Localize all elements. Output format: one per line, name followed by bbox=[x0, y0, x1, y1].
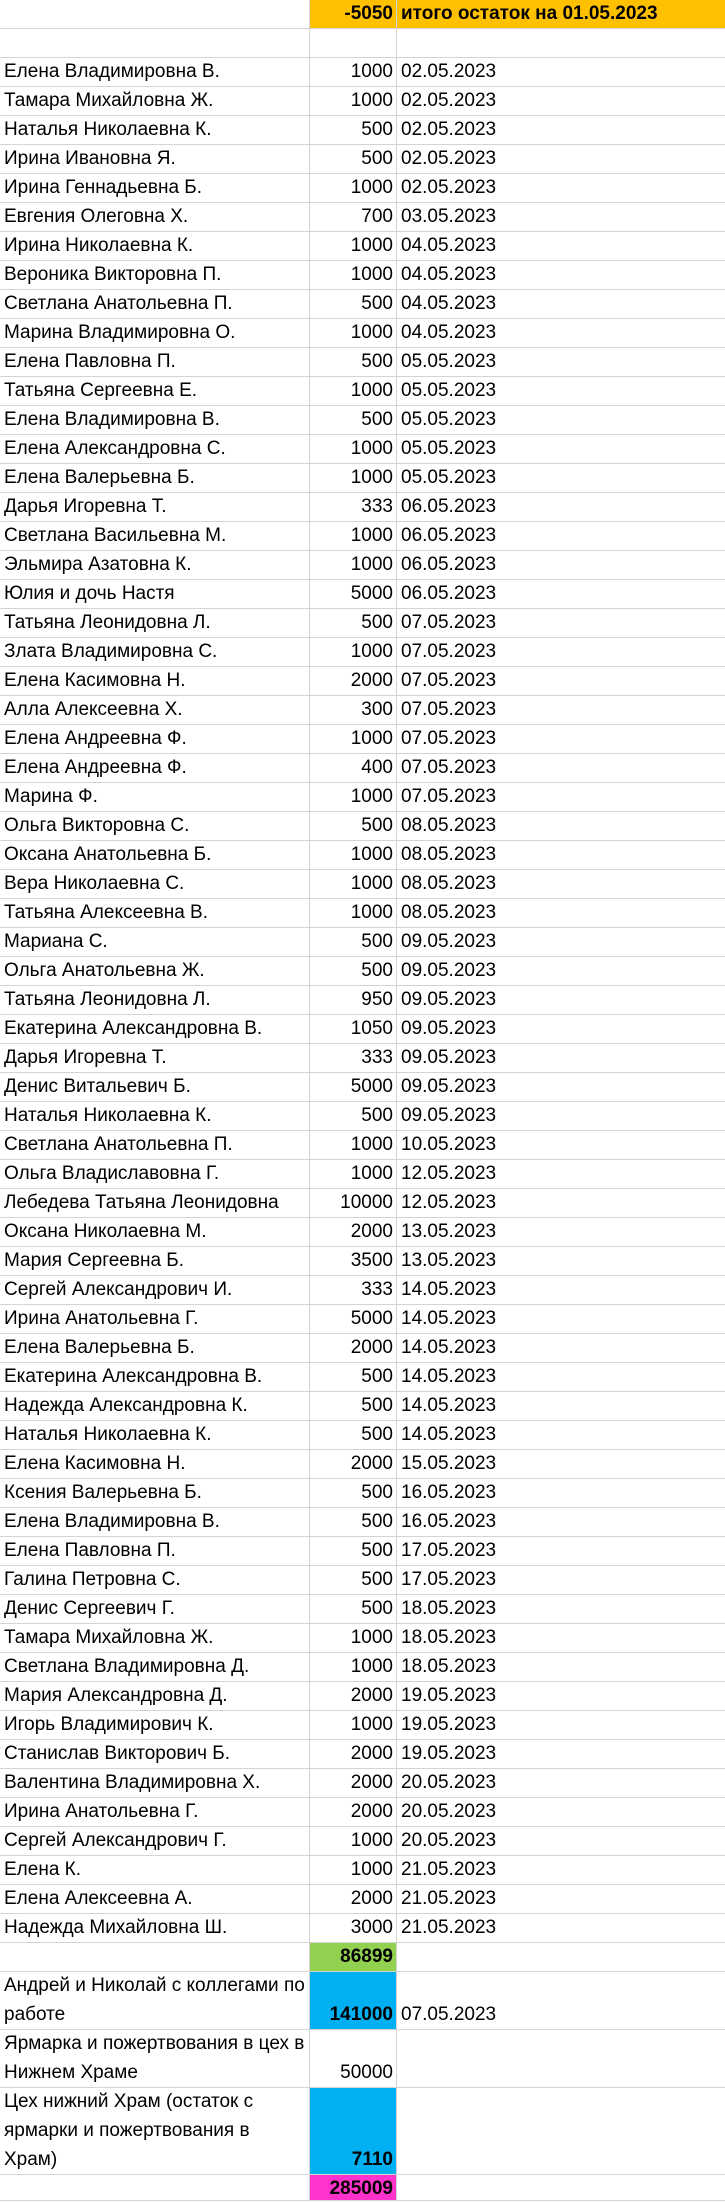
donor-name-cell[interactable]: Татьяна Алексеевна В. bbox=[0, 899, 310, 928]
table-row bbox=[0, 1102, 725, 1131]
donor-name-cell[interactable]: Светлана Владимировна Д. bbox=[0, 1653, 310, 1682]
amount-cell[interactable]: 2000 bbox=[310, 1450, 397, 1479]
table-row bbox=[0, 435, 725, 464]
amount-cell[interactable]: 500 bbox=[310, 1566, 397, 1595]
date-cell[interactable]: 15.05.2023 bbox=[397, 1450, 725, 1479]
amount-cell[interactable]: 500 bbox=[310, 290, 397, 319]
donor-name-cell[interactable]: Екатерина Александровна В. bbox=[0, 1363, 310, 1392]
date-cell[interactable]: 20.05.2023 bbox=[397, 1798, 725, 1827]
extra-row bbox=[0, 2030, 725, 2088]
amount-cell[interactable]: 500 bbox=[310, 1392, 397, 1421]
date-cell[interactable]: 19.05.2023 bbox=[397, 1682, 725, 1711]
amount-cell[interactable]: 1000 bbox=[310, 1711, 397, 1740]
amount-cell[interactable]: 400 bbox=[310, 754, 397, 783]
amount-cell[interactable]: 1000 bbox=[310, 870, 397, 899]
amount-cell[interactable]: 2000 bbox=[310, 1798, 397, 1827]
extra-date[interactable] bbox=[397, 2088, 725, 2175]
date-cell[interactable]: 02.05.2023 bbox=[397, 58, 725, 87]
date-cell[interactable]: 09.05.2023 bbox=[397, 1073, 725, 1102]
date-cell[interactable]: 16.05.2023 bbox=[397, 1479, 725, 1508]
table-row bbox=[0, 812, 725, 841]
date-cell[interactable]: 06.05.2023 bbox=[397, 493, 725, 522]
extra-name[interactable]: Ярмарка и пожертвования в цех в Нижнем Храме bbox=[0, 2030, 310, 2088]
date-cell[interactable]: 21.05.2023 bbox=[397, 1885, 725, 1914]
amount-cell[interactable]: 1000 bbox=[310, 783, 397, 812]
date-cell[interactable]: 09.05.2023 bbox=[397, 1044, 725, 1073]
cell-empty[interactable] bbox=[0, 1943, 310, 1972]
donor-name-cell[interactable]: Елена Алексеевна А. bbox=[0, 1885, 310, 1914]
table-row bbox=[0, 580, 725, 609]
donor-name-cell[interactable]: Ирина Николаевна К. bbox=[0, 232, 310, 261]
extra-name[interactable]: Андрей и Николай с коллегами по работе bbox=[0, 1972, 310, 2030]
date-cell[interactable]: 09.05.2023 bbox=[397, 1102, 725, 1131]
table-row bbox=[0, 174, 725, 203]
date-cell[interactable]: 12.05.2023 bbox=[397, 1160, 725, 1189]
table-row bbox=[0, 1479, 725, 1508]
amount-cell[interactable]: 1000 bbox=[310, 261, 397, 290]
table-row bbox=[0, 1769, 725, 1798]
table-row bbox=[0, 1566, 725, 1595]
donor-name-cell[interactable]: Ольга Анатольевна Ж. bbox=[0, 957, 310, 986]
date-cell[interactable]: 05.05.2023 bbox=[397, 435, 725, 464]
donor-name-cell[interactable]: Елена Валерьевна Б. bbox=[0, 1334, 310, 1363]
date-cell[interactable]: 06.05.2023 bbox=[397, 551, 725, 580]
table-row bbox=[0, 1885, 725, 1914]
date-cell[interactable]: 06.05.2023 bbox=[397, 580, 725, 609]
date-cell[interactable]: 02.05.2023 bbox=[397, 116, 725, 145]
donor-name-cell[interactable]: Галина Петровна С. bbox=[0, 1566, 310, 1595]
table-row bbox=[0, 870, 725, 899]
balance-row bbox=[0, 0, 725, 29]
amount-cell[interactable]: 500 bbox=[310, 1537, 397, 1566]
table-row bbox=[0, 1595, 725, 1624]
cell-empty[interactable] bbox=[397, 2175, 725, 2201]
donation-rows bbox=[0, 58, 725, 1943]
table-row bbox=[0, 1421, 725, 1450]
date-cell[interactable]: 18.05.2023 bbox=[397, 1653, 725, 1682]
amount-cell[interactable]: 3500 bbox=[310, 1247, 397, 1276]
amount-cell[interactable]: 2000 bbox=[310, 1682, 397, 1711]
table-row bbox=[0, 1827, 725, 1856]
table-row bbox=[0, 116, 725, 145]
date-cell[interactable]: 09.05.2023 bbox=[397, 1015, 725, 1044]
extra-amount[interactable]: 7110 bbox=[310, 2088, 397, 2175]
amount-cell[interactable]: 1000 bbox=[310, 174, 397, 203]
amount-cell[interactable]: 500 bbox=[310, 812, 397, 841]
date-cell[interactable]: 20.05.2023 bbox=[397, 1827, 725, 1856]
amount-cell[interactable]: 500 bbox=[310, 1363, 397, 1392]
subtotal-cell[interactable]: 86899 bbox=[310, 1943, 397, 1972]
amount-cell[interactable]: 1000 bbox=[310, 1624, 397, 1653]
donor-name-cell[interactable]: Вероника Викторовна П. bbox=[0, 261, 310, 290]
amount-cell[interactable]: 500 bbox=[310, 1595, 397, 1624]
donor-name-cell[interactable]: Мария Сергеевна Б. bbox=[0, 1247, 310, 1276]
table-row bbox=[0, 986, 725, 1015]
donor-name-cell[interactable]: Елена К. bbox=[0, 1856, 310, 1885]
date-cell[interactable]: 04.05.2023 bbox=[397, 232, 725, 261]
cell-empty[interactable] bbox=[0, 2175, 310, 2201]
table-row bbox=[0, 348, 725, 377]
table-row bbox=[0, 1508, 725, 1537]
donor-name-cell[interactable]: Ирина Ивановна Я. bbox=[0, 145, 310, 174]
date-cell[interactable]: 03.05.2023 bbox=[397, 203, 725, 232]
amount-cell[interactable]: 2000 bbox=[310, 1885, 397, 1914]
amount-cell[interactable]: 500 bbox=[310, 1421, 397, 1450]
date-cell[interactable]: 14.05.2023 bbox=[397, 1334, 725, 1363]
table-row bbox=[0, 609, 725, 638]
amount-cell[interactable]: 1000 bbox=[310, 1160, 397, 1189]
donor-name-cell[interactable]: Ирина Геннадьевна Б. bbox=[0, 174, 310, 203]
donor-name-cell[interactable]: Сергей Александрович Г. bbox=[0, 1827, 310, 1856]
extra-amount[interactable]: 141000 bbox=[310, 1972, 397, 2030]
date-cell[interactable]: 19.05.2023 bbox=[397, 1711, 725, 1740]
amount-cell[interactable]: 10000 bbox=[310, 1189, 397, 1218]
donor-name-cell[interactable]: Елена Павловна П. bbox=[0, 1537, 310, 1566]
table-row bbox=[0, 1189, 725, 1218]
table-row bbox=[0, 696, 725, 725]
cell-empty[interactable] bbox=[397, 29, 725, 58]
donor-name-cell[interactable]: Надежда Александровна К. bbox=[0, 1392, 310, 1421]
amount-cell[interactable]: 1000 bbox=[310, 87, 397, 116]
amount-cell[interactable]: 950 bbox=[310, 986, 397, 1015]
date-cell[interactable]: 07.05.2023 bbox=[397, 638, 725, 667]
amount-cell[interactable]: 500 bbox=[310, 957, 397, 986]
date-cell[interactable]: 14.05.2023 bbox=[397, 1305, 725, 1334]
donor-name-cell[interactable]: Вера Николаевна С. bbox=[0, 870, 310, 899]
table-row bbox=[0, 319, 725, 348]
donor-name-cell[interactable]: Татьяна Леонидовна Л. bbox=[0, 986, 310, 1015]
amount-cell[interactable]: 2000 bbox=[310, 1769, 397, 1798]
balance-label[interactable]: итого остаток на 01.05.2023 bbox=[397, 0, 725, 29]
donor-name-cell[interactable]: Елена Касимовна Н. bbox=[0, 1450, 310, 1479]
amount-cell[interactable]: 700 bbox=[310, 203, 397, 232]
amount-cell[interactable]: 1050 bbox=[310, 1015, 397, 1044]
extra-date[interactable]: 07.05.2023 bbox=[397, 1972, 725, 2030]
table-row bbox=[0, 1653, 725, 1682]
amount-cell[interactable]: 5000 bbox=[310, 1305, 397, 1334]
date-cell[interactable]: 14.05.2023 bbox=[397, 1421, 725, 1450]
table-row bbox=[0, 1682, 725, 1711]
extra-row bbox=[0, 2088, 725, 2175]
table-row bbox=[0, 783, 725, 812]
date-cell[interactable]: 06.05.2023 bbox=[397, 522, 725, 551]
amount-cell[interactable]: 1000 bbox=[310, 551, 397, 580]
date-cell[interactable]: 18.05.2023 bbox=[397, 1624, 725, 1653]
table-row bbox=[0, 203, 725, 232]
date-cell[interactable]: 07.05.2023 bbox=[397, 783, 725, 812]
table-row bbox=[0, 1073, 725, 1102]
date-cell[interactable]: 09.05.2023 bbox=[397, 928, 725, 957]
table-row bbox=[0, 1276, 725, 1305]
donor-name-cell[interactable]: Елена Андреевна Ф. bbox=[0, 725, 310, 754]
amount-cell[interactable]: 5000 bbox=[310, 1073, 397, 1102]
extra-name[interactable]: Цех нижний Храм (остаток с ярмарки и пожертвования в Храм) bbox=[0, 2088, 310, 2175]
donor-name-cell[interactable]: Наталья Николаевна К. bbox=[0, 1421, 310, 1450]
donor-name-cell[interactable]: Марина Ф. bbox=[0, 783, 310, 812]
amount-cell[interactable]: 1000 bbox=[310, 232, 397, 261]
table-row bbox=[0, 1363, 725, 1392]
donor-name-cell[interactable]: Лебедева Татьяна Леонидовна bbox=[0, 1189, 310, 1218]
amount-cell[interactable]: 333 bbox=[310, 1276, 397, 1305]
table-row bbox=[0, 1798, 725, 1827]
amount-cell[interactable]: 500 bbox=[310, 116, 397, 145]
donor-name-cell[interactable]: Елена Павловна П. bbox=[0, 348, 310, 377]
donor-name-cell[interactable]: Ольга Викторовна С. bbox=[0, 812, 310, 841]
table-row bbox=[0, 1914, 725, 1943]
date-cell[interactable]: 20.05.2023 bbox=[397, 1769, 725, 1798]
amount-cell[interactable]: 1000 bbox=[310, 522, 397, 551]
subtotal-row bbox=[0, 1943, 725, 1972]
donor-name-cell[interactable]: Елена Андреевна Ф. bbox=[0, 754, 310, 783]
donor-name-cell[interactable]: Ксения Валерьевна Б. bbox=[0, 1479, 310, 1508]
donor-name-cell[interactable]: Наталья Николаевна К. bbox=[0, 116, 310, 145]
donor-name-cell[interactable]: Ирина Анатольевна Г. bbox=[0, 1798, 310, 1827]
amount-cell[interactable]: 1000 bbox=[310, 841, 397, 870]
donor-name-cell[interactable]: Елена Владимировна В. bbox=[0, 58, 310, 87]
amount-cell[interactable]: 1000 bbox=[310, 377, 397, 406]
donor-name-cell[interactable]: Татьяна Сергеевна Е. bbox=[0, 377, 310, 406]
date-cell[interactable]: 17.05.2023 bbox=[397, 1537, 725, 1566]
amount-cell[interactable]: 500 bbox=[310, 1102, 397, 1131]
donor-name-cell[interactable]: Елена Владимировна В. bbox=[0, 406, 310, 435]
donor-name-cell[interactable]: Денис Витальевич Б. bbox=[0, 1073, 310, 1102]
table-row bbox=[0, 1537, 725, 1566]
table-row bbox=[0, 493, 725, 522]
donor-name-cell[interactable]: Эльмира Азатовна К. bbox=[0, 551, 310, 580]
table-row bbox=[0, 899, 725, 928]
amount-cell[interactable]: 1000 bbox=[310, 1653, 397, 1682]
amount-cell[interactable]: 1000 bbox=[310, 1856, 397, 1885]
empty-row bbox=[0, 29, 725, 58]
donor-name-cell[interactable]: Мария Александровна Д. bbox=[0, 1682, 310, 1711]
table-row bbox=[0, 290, 725, 319]
date-cell[interactable]: 08.05.2023 bbox=[397, 899, 725, 928]
donor-name-cell[interactable]: Дарья Игоревна Т. bbox=[0, 1044, 310, 1073]
table-row bbox=[0, 1450, 725, 1479]
amount-cell[interactable]: 500 bbox=[310, 1479, 397, 1508]
donor-name-cell[interactable]: Ольга Владиславовна Г. bbox=[0, 1160, 310, 1189]
amount-cell[interactable]: 300 bbox=[310, 696, 397, 725]
total-row bbox=[0, 2175, 725, 2201]
amount-cell[interactable]: 1000 bbox=[310, 319, 397, 348]
balance-amount[interactable]: -5050 bbox=[310, 0, 397, 29]
table-row bbox=[0, 841, 725, 870]
table-row bbox=[0, 232, 725, 261]
amount-cell[interactable]: 1000 bbox=[310, 1827, 397, 1856]
donor-name-cell[interactable]: Светлана Анатольевна П. bbox=[0, 290, 310, 319]
amount-cell[interactable]: 5000 bbox=[310, 580, 397, 609]
date-cell[interactable]: 14.05.2023 bbox=[397, 1392, 725, 1421]
donor-name-cell[interactable]: Сергей Александрович И. bbox=[0, 1276, 310, 1305]
cell-empty[interactable] bbox=[0, 0, 310, 29]
donor-name-cell[interactable]: Мариана С. bbox=[0, 928, 310, 957]
donor-name-cell[interactable]: Игорь Владимирович К. bbox=[0, 1711, 310, 1740]
donor-name-cell[interactable]: Марина Владимировна О. bbox=[0, 319, 310, 348]
date-cell[interactable]: 19.05.2023 bbox=[397, 1740, 725, 1769]
donor-name-cell[interactable]: Наталья Николаевна К. bbox=[0, 1102, 310, 1131]
donor-name-cell[interactable]: Юлия и дочь Настя bbox=[0, 580, 310, 609]
date-cell[interactable]: 16.05.2023 bbox=[397, 1508, 725, 1537]
table-row bbox=[0, 1044, 725, 1073]
date-cell[interactable]: 10.05.2023 bbox=[397, 1131, 725, 1160]
cell-empty[interactable] bbox=[397, 1943, 725, 1972]
amount-cell[interactable]: 2000 bbox=[310, 1740, 397, 1769]
table-row bbox=[0, 1015, 725, 1044]
amount-cell[interactable]: 500 bbox=[310, 145, 397, 174]
date-cell[interactable]: 21.05.2023 bbox=[397, 1914, 725, 1943]
table-row bbox=[0, 957, 725, 986]
date-cell[interactable]: 21.05.2023 bbox=[397, 1856, 725, 1885]
table-row bbox=[0, 667, 725, 696]
date-cell[interactable]: 13.05.2023 bbox=[397, 1247, 725, 1276]
date-cell[interactable]: 02.05.2023 bbox=[397, 87, 725, 116]
date-cell[interactable]: 18.05.2023 bbox=[397, 1595, 725, 1624]
donor-name-cell[interactable]: Станислав Викторович Б. bbox=[0, 1740, 310, 1769]
donor-name-cell[interactable]: Алла Алексеевна Х. bbox=[0, 696, 310, 725]
amount-cell[interactable]: 500 bbox=[310, 1508, 397, 1537]
date-cell[interactable]: 07.05.2023 bbox=[397, 725, 725, 754]
date-cell[interactable]: 04.05.2023 bbox=[397, 319, 725, 348]
amount-cell[interactable]: 1000 bbox=[310, 638, 397, 667]
amount-cell[interactable]: 500 bbox=[310, 928, 397, 957]
extra-date[interactable] bbox=[397, 2030, 725, 2088]
amount-cell[interactable]: 1000 bbox=[310, 58, 397, 87]
donor-name-cell[interactable]: Екатерина Александровна В. bbox=[0, 1015, 310, 1044]
cell-empty[interactable] bbox=[0, 29, 310, 58]
amount-cell[interactable]: 1000 bbox=[310, 1131, 397, 1160]
date-cell[interactable]: 07.05.2023 bbox=[397, 609, 725, 638]
amount-cell[interactable]: 2000 bbox=[310, 1334, 397, 1363]
donor-name-cell[interactable]: Тамара Михайловна Ж. bbox=[0, 87, 310, 116]
table-row bbox=[0, 58, 725, 87]
donor-name-cell[interactable]: Надежда Михайловна Ш. bbox=[0, 1914, 310, 1943]
date-cell[interactable]: 04.05.2023 bbox=[397, 261, 725, 290]
donor-name-cell[interactable]: Светлана Васильевна М. bbox=[0, 522, 310, 551]
table-row bbox=[0, 406, 725, 435]
amount-cell[interactable]: 500 bbox=[310, 406, 397, 435]
date-cell[interactable]: 05.05.2023 bbox=[397, 406, 725, 435]
extra-row bbox=[0, 1972, 725, 2030]
date-cell[interactable]: 07.05.2023 bbox=[397, 667, 725, 696]
table-row bbox=[0, 551, 725, 580]
amount-cell[interactable]: 500 bbox=[310, 348, 397, 377]
amount-cell[interactable]: 500 bbox=[310, 609, 397, 638]
donor-name-cell[interactable]: Елена Касимовна Н. bbox=[0, 667, 310, 696]
table-row bbox=[0, 1247, 725, 1276]
date-cell[interactable]: 13.05.2023 bbox=[397, 1218, 725, 1247]
donor-name-cell[interactable]: Елена Александровна С. bbox=[0, 435, 310, 464]
donor-name-cell[interactable]: Татьяна Леонидовна Л. bbox=[0, 609, 310, 638]
amount-cell[interactable]: 333 bbox=[310, 493, 397, 522]
date-cell[interactable]: 12.05.2023 bbox=[397, 1189, 725, 1218]
table-row bbox=[0, 1392, 725, 1421]
donor-name-cell[interactable]: Оксана Николаевна М. bbox=[0, 1218, 310, 1247]
donor-name-cell[interactable]: Оксана Анатольевна Б. bbox=[0, 841, 310, 870]
table-row bbox=[0, 145, 725, 174]
donor-name-cell[interactable]: Злата Владимировна С. bbox=[0, 638, 310, 667]
donor-name-cell[interactable]: Евгения Олеговна Х. bbox=[0, 203, 310, 232]
amount-cell[interactable]: 333 bbox=[310, 1044, 397, 1073]
date-cell[interactable]: 07.05.2023 bbox=[397, 754, 725, 783]
date-cell[interactable]: 08.05.2023 bbox=[397, 870, 725, 899]
table-row bbox=[0, 1218, 725, 1247]
date-cell[interactable]: 05.05.2023 bbox=[397, 464, 725, 493]
donor-name-cell[interactable]: Светлана Анатольевна П. bbox=[0, 1131, 310, 1160]
table-row bbox=[0, 522, 725, 551]
amount-cell[interactable]: 2000 bbox=[310, 1218, 397, 1247]
table-row bbox=[0, 1334, 725, 1363]
amount-cell[interactable]: 3000 bbox=[310, 1914, 397, 1943]
table-row bbox=[0, 1160, 725, 1189]
donor-name-cell[interactable]: Валентина Владимировна Х. bbox=[0, 1769, 310, 1798]
table-row bbox=[0, 638, 725, 667]
table-row bbox=[0, 1131, 725, 1160]
date-cell[interactable]: 17.05.2023 bbox=[397, 1566, 725, 1595]
table-row bbox=[0, 928, 725, 957]
date-cell[interactable]: 14.05.2023 bbox=[397, 1363, 725, 1392]
amount-cell[interactable]: 2000 bbox=[310, 667, 397, 696]
donor-name-cell[interactable]: Елена Владимировна В. bbox=[0, 1508, 310, 1537]
table-row bbox=[0, 87, 725, 116]
date-cell[interactable]: 14.05.2023 bbox=[397, 1276, 725, 1305]
donor-name-cell[interactable]: Тамара Михайловна Ж. bbox=[0, 1624, 310, 1653]
table-row bbox=[0, 261, 725, 290]
date-cell[interactable]: 08.05.2023 bbox=[397, 812, 725, 841]
amount-cell[interactable]: 1000 bbox=[310, 725, 397, 754]
table-row bbox=[0, 1740, 725, 1769]
date-cell[interactable]: 08.05.2023 bbox=[397, 841, 725, 870]
donor-name-cell[interactable]: Елена Валерьевна Б. bbox=[0, 464, 310, 493]
cell-empty[interactable] bbox=[310, 29, 397, 58]
table-row bbox=[0, 464, 725, 493]
donor-name-cell[interactable]: Денис Сергеевич Г. bbox=[0, 1595, 310, 1624]
amount-cell[interactable]: 1000 bbox=[310, 464, 397, 493]
extra-amount[interactable]: 50000 bbox=[310, 2030, 397, 2088]
table-row bbox=[0, 754, 725, 783]
date-cell[interactable]: 07.05.2023 bbox=[397, 696, 725, 725]
table-row bbox=[0, 377, 725, 406]
date-cell[interactable]: 02.05.2023 bbox=[397, 174, 725, 203]
date-cell[interactable]: 05.05.2023 bbox=[397, 377, 725, 406]
date-cell[interactable]: 04.05.2023 bbox=[397, 290, 725, 319]
date-cell[interactable]: 09.05.2023 bbox=[397, 986, 725, 1015]
date-cell[interactable]: 05.05.2023 bbox=[397, 348, 725, 377]
table-row bbox=[0, 1305, 725, 1334]
amount-cell[interactable]: 1000 bbox=[310, 435, 397, 464]
table-row bbox=[0, 1856, 725, 1885]
table-row bbox=[0, 1711, 725, 1740]
donor-name-cell[interactable]: Дарья Игоревна Т. bbox=[0, 493, 310, 522]
date-cell[interactable]: 09.05.2023 bbox=[397, 957, 725, 986]
total-cell[interactable]: 285009 bbox=[310, 2175, 397, 2201]
amount-cell[interactable]: 1000 bbox=[310, 899, 397, 928]
table-row bbox=[0, 1624, 725, 1653]
date-cell[interactable]: 02.05.2023 bbox=[397, 145, 725, 174]
table-row bbox=[0, 725, 725, 754]
donor-name-cell[interactable]: Ирина Анатольевна Г. bbox=[0, 1305, 310, 1334]
